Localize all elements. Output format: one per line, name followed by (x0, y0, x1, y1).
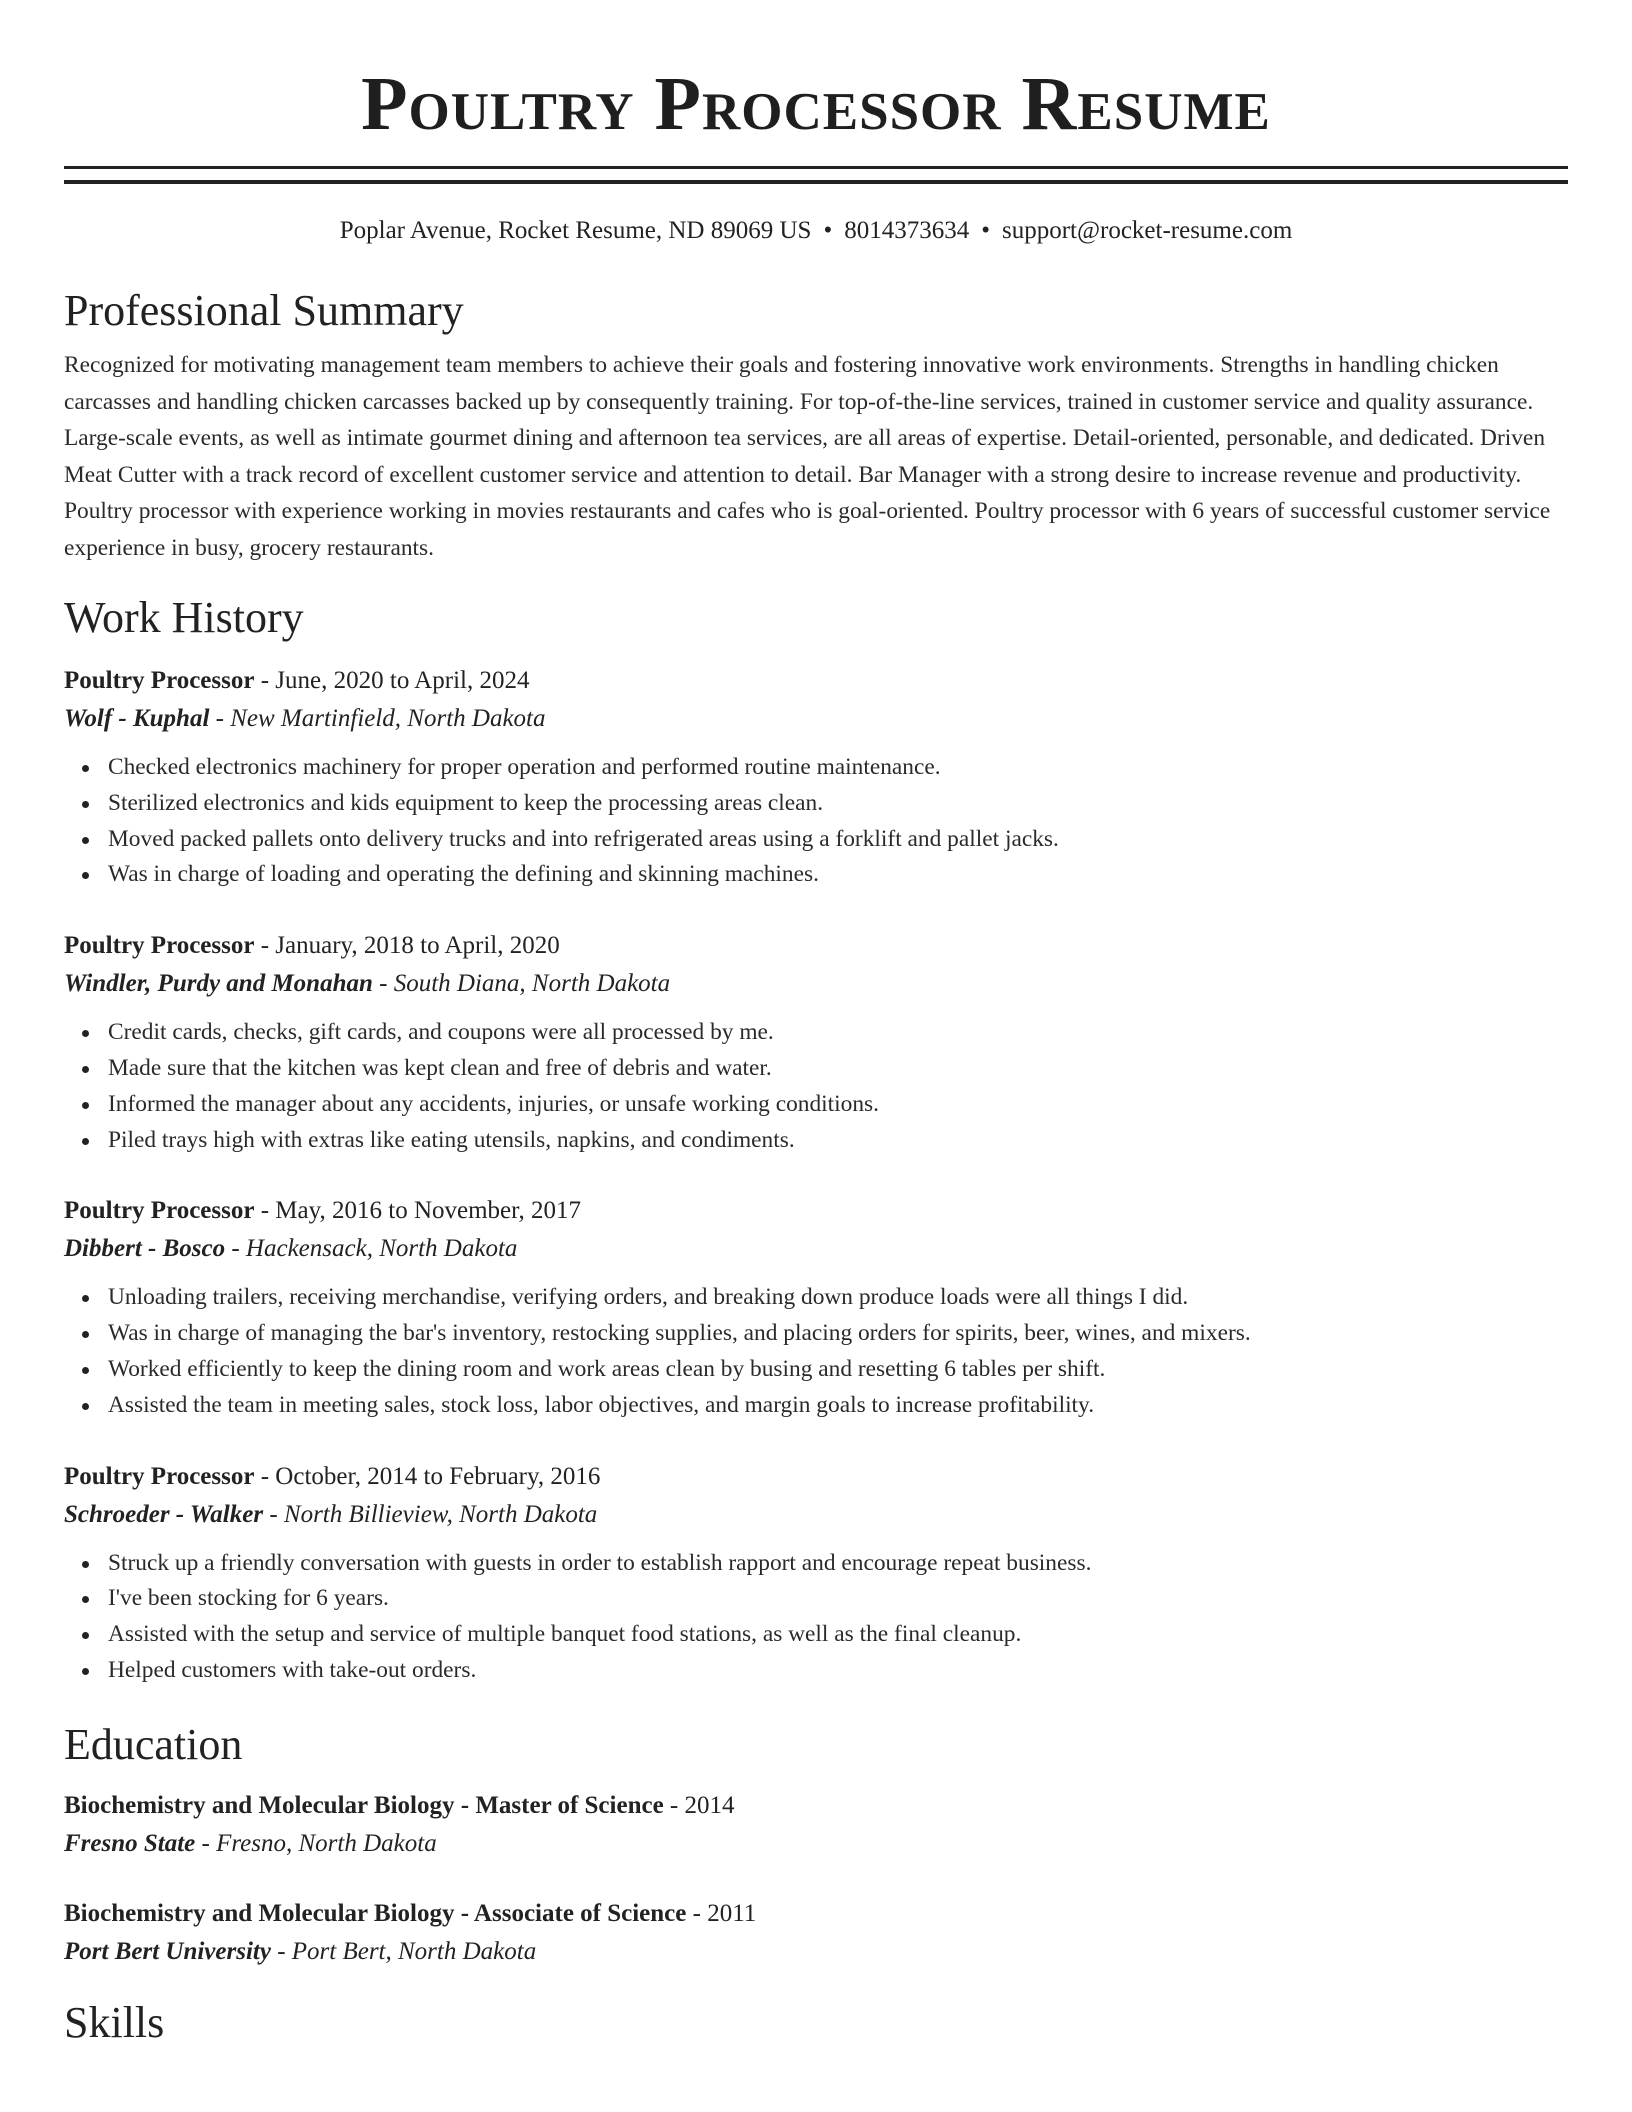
resume-page (64, 0, 1568, 2049)
job-bullet: Checked electronics machinery for proper operation and performed routine maintenance. (108, 750, 1568, 786)
job-bullet: Worked efficiently to keep the dining room and work areas clean by busing and resetting 6 tables per shift. (108, 1352, 1568, 1388)
job-location: - New Martinfield, North Dakota (209, 705, 546, 732)
skills-heading: Skills (64, 1997, 165, 2047)
job-dates: - June, 2020 to April, 2024 (254, 667, 530, 694)
education-school-line (64, 1825, 1568, 1863)
job-entry (64, 662, 1568, 893)
job-bullet: Was in charge of loading and operating the defining and skinning machines. (108, 857, 1568, 893)
job-entry (64, 1458, 1568, 1689)
title-double-rule (64, 166, 1568, 184)
education-school: Port Bert University (64, 1937, 271, 1965)
education-degree-line (64, 1895, 1568, 1933)
job-company: Windler, Purdy and Monahan (64, 970, 373, 998)
summary-text: Recognized for motivating management team members to achieve their goals and fostering innovative work environments. Strengths in handling chicken carcasses and handling chicken carcasses backed up by consequently training. For top-of-the-line services, trained in customer service and quality assurance. Large-scale events, as well as intimate gourmet dining and afternoon tea services, are all areas of expertise. Detail-oriented, personable, and dedicated. Driven Meat Cutter with a track record of excellent customer service and attention to detail. Bar Manager with a strong desire to increase revenue and productivity. Poultry processor with experience working in movies restaurants and cafes who is goal-oriented. Poultry processor with 6 years of successful customer service experience in busy, grocery restaurants. (64, 352, 1551, 561)
job-company: Wolf - Kuphal (64, 705, 210, 732)
job-bullets (64, 1546, 1568, 1689)
contact-line (64, 215, 1568, 247)
contact-separator: • (823, 217, 833, 244)
job-location: - South Diana, North Dakota (372, 970, 671, 998)
job-company-line (64, 965, 1568, 1003)
job-entry (64, 927, 1568, 1158)
education-school: Fresno State (64, 1829, 196, 1857)
job-dates: - October, 2014 to February, 2016 (254, 1462, 601, 1490)
job-company-line (64, 1496, 1568, 1534)
job-title-line (64, 927, 1568, 965)
job-company-line (64, 1230, 1568, 1268)
education-degree: Biochemistry and Molecular Biology - Master of Science (64, 1791, 664, 1819)
job-entry (64, 1192, 1568, 1423)
contact-email: support@rocket-resume.com (1001, 217, 1293, 244)
job-bullet: Sterilized electronics and kids equipment to keep the processing areas clean. (108, 786, 1568, 822)
job-title: Poultry Processor (64, 1197, 255, 1225)
job-bullets (64, 750, 1568, 893)
job-company-line (64, 700, 1568, 738)
job-location: - Hackensack, North Dakota (225, 1235, 518, 1263)
job-dates: - May, 2016 to November, 2017 (254, 1197, 581, 1225)
contact-address: Poplar Avenue, Rocket Resume, ND 89069 US (339, 217, 812, 244)
job-bullet: Unloading trailers, receiving merchandise, verifying orders, and breaking down produce loads were all things I did. (108, 1280, 1568, 1316)
job-title-line (64, 1192, 1568, 1230)
job-bullet: Credit cards, checks, gift cards, and coupons were all processed by me. (108, 1015, 1568, 1051)
job-company: Schroeder - Walker (64, 1500, 264, 1528)
job-company: Dibbert - Bosco (64, 1235, 226, 1263)
job-bullet: Informed the manager about any accidents, injuries, or unsafe working conditions. (108, 1087, 1568, 1123)
job-bullet: Made sure that the kitchen was kept clean and free of debris and water. (108, 1051, 1568, 1087)
education-school-line (64, 1933, 1568, 1971)
education-degree: Biochemistry and Molecular Biology - Associate of Science (64, 1899, 687, 1927)
education-location: - Port Bert, North Dakota (270, 1937, 537, 1965)
job-bullets (64, 1015, 1568, 1158)
education-year: - 2014 (663, 1791, 735, 1819)
job-bullet: Assisted the team in meeting sales, stock loss, labor objectives, and margin goals to increase profitability. (108, 1388, 1568, 1424)
resume-title: Poultry Processor Resume (361, 62, 1271, 146)
summary-heading: Professional Summary (64, 286, 464, 335)
job-bullet: Was in charge of managing the bar's inventory, restocking supplies, and placing orders for spirits, beer, wines, and mixers. (108, 1316, 1568, 1352)
job-title: Poultry Processor (64, 932, 255, 960)
work-history-heading: Work History (64, 593, 304, 642)
job-dates: - January, 2018 to April, 2020 (254, 932, 560, 960)
job-bullet: Moved packed pallets onto delivery trucks and into refrigerated areas using a forklift and pallet jacks. (108, 822, 1568, 858)
job-bullet: Struck up a friendly conversation with guests in order to establish rapport and encourage repeat business. (108, 1546, 1568, 1582)
job-bullet: Helped customers with take-out orders. (108, 1653, 1568, 1689)
job-bullet: I've been stocking for 6 years. (108, 1581, 1568, 1617)
job-title: Poultry Processor (64, 1462, 255, 1490)
education-degree-line (64, 1787, 1568, 1825)
contact-phone: 8014373634 (844, 217, 970, 244)
education-heading: Education (64, 1719, 243, 1769)
education-location: - Fresno, North Dakota (195, 1829, 437, 1857)
job-bullet: Assisted with the setup and service of multiple banquet food stations, as well as the final cleanup. (108, 1617, 1568, 1653)
education-year: - 2011 (686, 1899, 757, 1927)
job-title: Poultry Processor (64, 667, 255, 694)
job-bullet: Piled trays high with extras like eating utensils, napkins, and condiments. (108, 1123, 1568, 1159)
contact-separator: • (981, 217, 990, 244)
education-entry (64, 1787, 1568, 1863)
education-entry (64, 1895, 1568, 1971)
job-location: - North Billieview, North Dakota (263, 1500, 598, 1528)
job-title-line (64, 1458, 1568, 1496)
job-title-line (64, 662, 1568, 700)
job-bullets (64, 1280, 1568, 1423)
